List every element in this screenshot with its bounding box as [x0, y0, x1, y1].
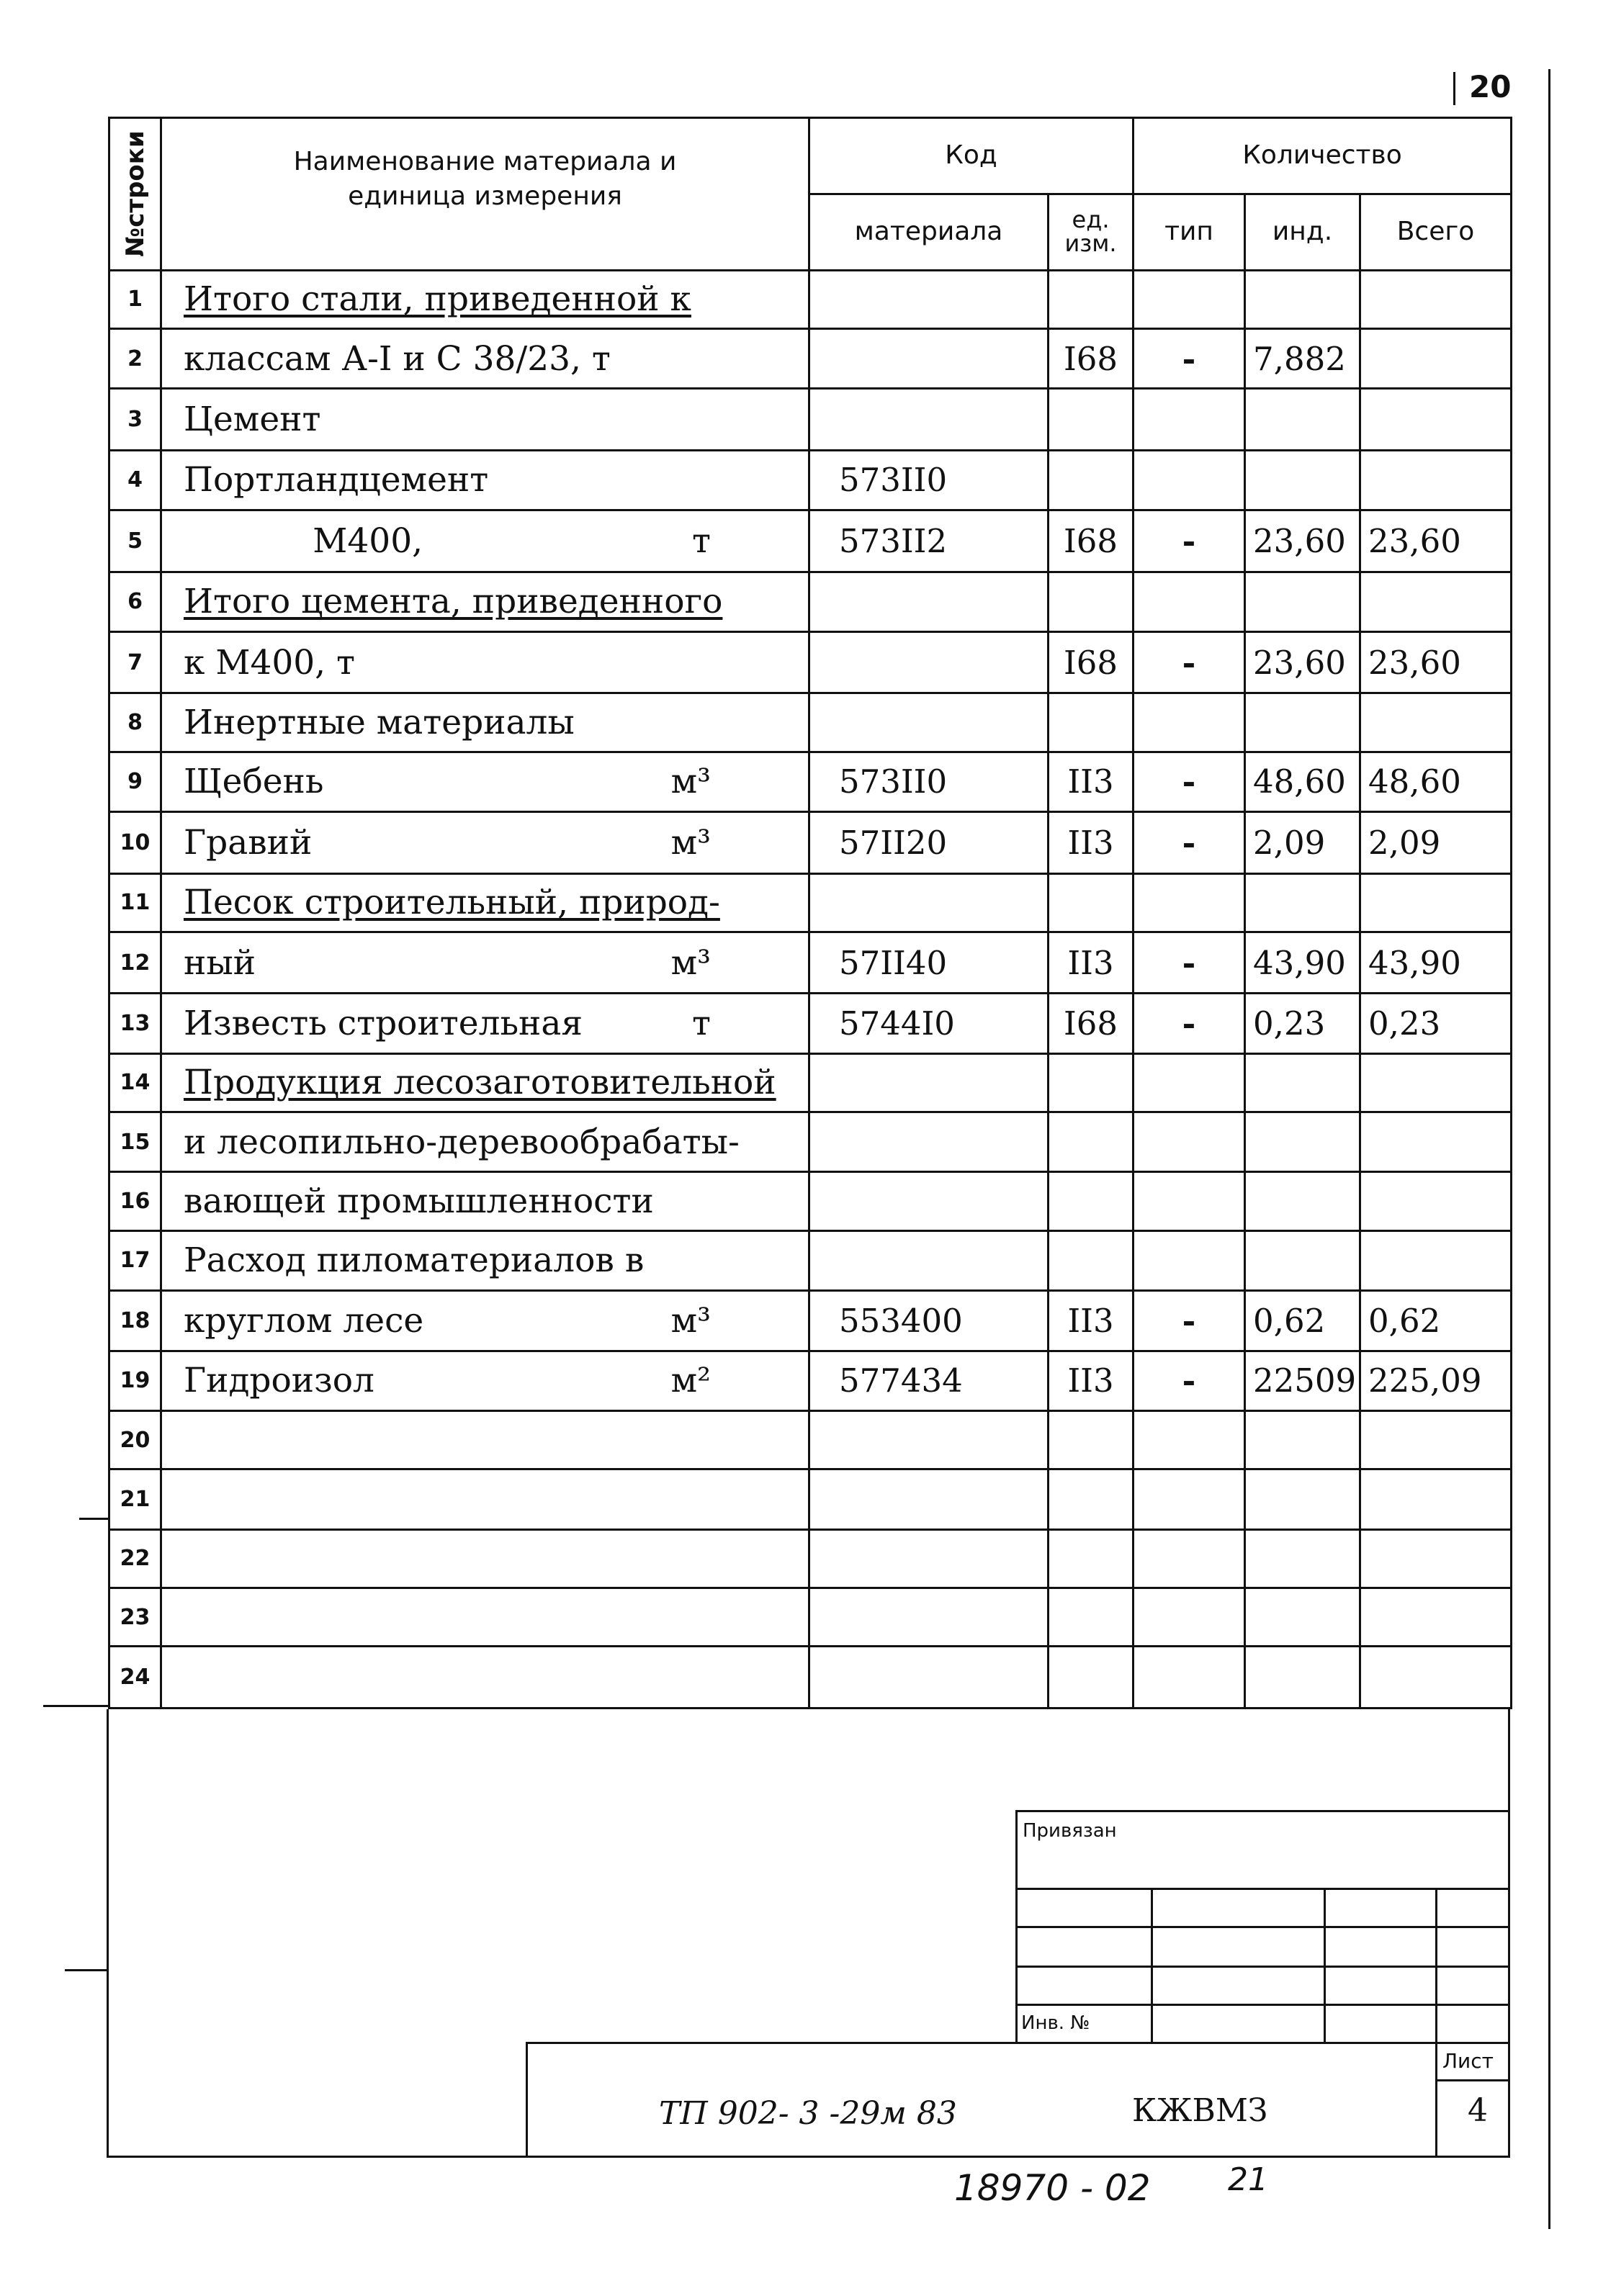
material-name-cell: [161, 270, 809, 328]
qty-ind-cell: [1245, 1529, 1360, 1588]
qty-type-header: тип: [1134, 194, 1245, 270]
qty-type-cell: -: [1134, 812, 1245, 873]
qty-total-cell: [1360, 693, 1512, 752]
code-material-header: материала: [809, 194, 1049, 270]
table-row: [109, 1529, 1512, 1588]
qty-ind-cell: [1245, 1230, 1360, 1290]
name-header: Наименование материала и единица измерения: [161, 118, 809, 271]
rows-label: №строки: [120, 130, 150, 257]
qty-total-cell: 0,23: [1360, 994, 1512, 1053]
table-row: [109, 812, 1512, 873]
table-row: [109, 873, 1512, 932]
unit-code-cell: I68: [1049, 631, 1134, 693]
qty-header: Количество: [1134, 118, 1512, 194]
material-name: М400,: [184, 521, 423, 561]
table-row: [109, 693, 1512, 752]
material-code-cell: [809, 631, 1049, 693]
qty-total-cell: [1360, 1230, 1512, 1290]
row-number-cell: 5: [109, 510, 161, 572]
material-name-cell: [161, 450, 809, 510]
row-number-cell: 6: [109, 572, 161, 631]
material-unit: м³: [670, 822, 711, 863]
unit-code-cell: [1049, 389, 1134, 450]
qty-type-cell: -: [1134, 1351, 1245, 1410]
material-name-cell: [161, 693, 809, 752]
row-number-cell: 13: [109, 994, 161, 1053]
material-unit: м³: [670, 762, 711, 802]
doc-suffix: КЖВМЗ: [1132, 2092, 1268, 2129]
qty-type-cell: -: [1134, 752, 1245, 811]
qty-ind-cell: 48,60: [1245, 752, 1360, 811]
doc-code: ТП 902- 3 -29м 83: [659, 2095, 957, 2132]
qty-total-cell: [1360, 572, 1512, 631]
material-name: круглом лесе: [184, 1300, 424, 1341]
row-number-cell: 16: [109, 1172, 161, 1230]
material-name-cell: [161, 1469, 809, 1529]
material-name: Итого стали, приведенной к: [184, 279, 691, 320]
material-name: Цемент: [184, 399, 321, 439]
unit-code-cell: [1049, 270, 1134, 328]
material-name: к М400, т: [184, 642, 356, 683]
table-row: [109, 1410, 1512, 1469]
table-row: [109, 1172, 1512, 1230]
row-number-cell: 18: [109, 1291, 161, 1351]
table-row: [109, 510, 1512, 572]
qty-total-cell: [1360, 1112, 1512, 1172]
qty-ind-cell: 0,62: [1245, 1291, 1360, 1351]
row-number-cell: 8: [109, 693, 161, 752]
qty-type-cell: [1134, 1529, 1245, 1588]
qty-type-cell: [1134, 1469, 1245, 1529]
unit-code-cell: [1049, 693, 1134, 752]
qty-total-cell: [1360, 873, 1512, 932]
material-code-cell: 573II0: [809, 450, 1049, 510]
material-name: Продукция лесозаготовительной: [184, 1063, 776, 1103]
qty-total-cell: [1360, 389, 1512, 450]
unit-code-cell: II3: [1049, 1351, 1134, 1410]
qty-ind-cell: [1245, 1112, 1360, 1172]
row-number-cell: 7: [109, 631, 161, 693]
qty-type-cell: [1134, 572, 1245, 631]
qty-total-cell: [1360, 1410, 1512, 1469]
material-name: Итого цемента, приведенного: [184, 582, 723, 622]
qty-total-cell: [1360, 1053, 1512, 1112]
material-name: Гидроизол: [184, 1361, 374, 1401]
table-row: [109, 1053, 1512, 1112]
qty-type-cell: [1134, 1647, 1245, 1709]
qty-ind-cell: 23,60: [1245, 631, 1360, 693]
unit-code-cell: [1049, 572, 1134, 631]
qty-ind-cell: 22509: [1245, 1351, 1360, 1410]
unit-code-cell: II3: [1049, 752, 1134, 811]
material-code-cell: [809, 1410, 1049, 1469]
row-number-cell: 2: [109, 328, 161, 388]
qty-type-cell: -: [1134, 994, 1245, 1053]
material-name-cell: [161, 873, 809, 932]
material-name: вающей промышленности: [184, 1181, 654, 1222]
material-name-cell: [161, 1291, 809, 1351]
qty-total-cell: [1360, 270, 1512, 328]
qty-total-cell: [1360, 1529, 1512, 1588]
table-row: [109, 1469, 1512, 1529]
qty-ind-cell: [1245, 1469, 1360, 1529]
qty-ind-cell: 7,882: [1245, 328, 1360, 388]
row-number-cell: 23: [109, 1588, 161, 1647]
row-number-cell: 11: [109, 873, 161, 932]
qty-total-cell: 23,60: [1360, 631, 1512, 693]
unit-code-cell: [1049, 1112, 1134, 1172]
table-row: [109, 994, 1512, 1053]
unit-code-cell: [1049, 1410, 1134, 1469]
material-name: и лесопильно-деревообрабаты-: [184, 1122, 740, 1162]
qty-ind-cell: [1245, 1053, 1360, 1112]
unit-code-cell: [1049, 1529, 1134, 1588]
table-row: [109, 1230, 1512, 1290]
qty-total-cell: [1360, 1469, 1512, 1529]
table-row: [109, 328, 1512, 388]
material-code-cell: [809, 389, 1049, 450]
qty-total-cell: [1360, 1588, 1512, 1647]
inv-label: Инв. №: [1021, 2012, 1090, 2034]
qty-type-cell: [1134, 1053, 1245, 1112]
page-number: 20: [1469, 69, 1512, 104]
qty-type-cell: -: [1134, 328, 1245, 388]
qty-ind-header: инд.: [1245, 194, 1360, 270]
qty-type-cell: [1134, 1410, 1245, 1469]
row-number-cell: 4: [109, 450, 161, 510]
archive-number: 18970 - 02: [954, 2167, 1151, 2209]
material-name-cell: [161, 1647, 809, 1709]
table-row: [109, 752, 1512, 811]
material-unit: м²: [670, 1361, 711, 1401]
material-name: Песок строительный, природ-: [184, 883, 720, 923]
row-number-cell: 14: [109, 1053, 161, 1112]
material-code-cell: [809, 572, 1049, 631]
qty-type-cell: [1134, 1172, 1245, 1230]
material-name-cell: [161, 1351, 809, 1410]
material-name-cell: [161, 510, 809, 572]
unit-code-cell: II3: [1049, 1291, 1134, 1351]
qty-total-cell: 2,09: [1360, 812, 1512, 873]
row-number-cell: 9: [109, 752, 161, 811]
material-unit: т: [691, 521, 711, 561]
row-number-cell: 19: [109, 1351, 161, 1410]
material-name-cell: [161, 1529, 809, 1588]
qty-total-cell: [1360, 328, 1512, 388]
table-row: [109, 1291, 1512, 1351]
qty-type-cell: [1134, 270, 1245, 328]
row-number-cell: 21: [109, 1469, 161, 1529]
material-unit: т: [691, 1003, 711, 1043]
material-code-cell: 573II0: [809, 752, 1049, 811]
qty-type-cell: [1134, 873, 1245, 932]
unit-code-cell: I68: [1049, 994, 1134, 1053]
qty-ind-cell: [1245, 1172, 1360, 1230]
material-name: Портландцемент: [184, 460, 489, 500]
qty-ind-cell: [1245, 389, 1360, 450]
material-code-cell: 57II40: [809, 932, 1049, 993]
qty-ind-cell: [1245, 1588, 1360, 1647]
material-name-cell: [161, 1410, 809, 1469]
material-code-cell: [809, 1529, 1049, 1588]
qty-type-cell: -: [1134, 510, 1245, 572]
material-name: Щебень: [184, 762, 324, 802]
qty-type-cell: [1134, 1112, 1245, 1172]
unit-code-cell: [1049, 1469, 1134, 1529]
material-name-cell: [161, 812, 809, 873]
unit-code-cell: [1049, 1647, 1134, 1709]
sheet-label: Лист: [1442, 2049, 1494, 2073]
unit-code-cell: I68: [1049, 510, 1134, 572]
material-name: ный: [184, 942, 256, 983]
material-name-cell: [161, 572, 809, 631]
qty-total-cell: [1360, 1172, 1512, 1230]
code-unit-header: ед. изм.: [1049, 194, 1134, 270]
row-number-cell: 15: [109, 1112, 161, 1172]
material-code-cell: [809, 1647, 1049, 1709]
row-number-cell: 10: [109, 812, 161, 873]
qty-total-cell: [1360, 1647, 1512, 1709]
footer-number: 21: [1228, 2161, 1268, 2198]
rows-label-cell: [109, 118, 161, 271]
material-name: Расход пиломатериалов в: [184, 1241, 645, 1281]
material-name-cell: [161, 389, 809, 450]
qty-ind-cell: 0,23: [1245, 994, 1360, 1053]
material-name-cell: [161, 1588, 809, 1647]
table-row: [109, 1588, 1512, 1647]
row-number-cell: 17: [109, 1230, 161, 1290]
qty-total-header: Всего: [1360, 194, 1512, 270]
materials-table: [108, 117, 1512, 1709]
table-row: [109, 932, 1512, 993]
material-code-cell: [809, 1588, 1049, 1647]
material-code-cell: 5744I0: [809, 994, 1049, 1053]
material-name-cell: [161, 932, 809, 993]
material-code-cell: [809, 1469, 1049, 1529]
material-name-cell: [161, 1230, 809, 1290]
qty-ind-cell: [1245, 873, 1360, 932]
qty-type-cell: -: [1134, 1291, 1245, 1351]
row-number-cell: 22: [109, 1529, 161, 1588]
material-name: классам А-I и С 38/23, т: [184, 338, 611, 379]
row-number-cell: 24: [109, 1647, 161, 1709]
table-row: [109, 270, 1512, 328]
table-row: [109, 1112, 1512, 1172]
qty-total-cell: 0,62: [1360, 1291, 1512, 1351]
qty-total-cell: [1360, 450, 1512, 510]
qty-type-cell: [1134, 450, 1245, 510]
bound-label: Привязан: [1023, 1820, 1117, 1842]
material-code-cell: [809, 1172, 1049, 1230]
unit-code-cell: [1049, 1053, 1134, 1112]
table-row: [109, 389, 1512, 450]
qty-total-cell: 48,60: [1360, 752, 1512, 811]
row-number-cell: 20: [109, 1410, 161, 1469]
table-row: [109, 1647, 1512, 1709]
unit-code-cell: II3: [1049, 812, 1134, 873]
material-name-cell: [161, 994, 809, 1053]
unit-code-cell: [1049, 1172, 1134, 1230]
qty-type-cell: [1134, 389, 1245, 450]
material-unit: м³: [670, 942, 711, 983]
material-code-cell: [809, 328, 1049, 388]
row-number-cell: 12: [109, 932, 161, 993]
material-code-cell: [809, 270, 1049, 328]
qty-ind-cell: [1245, 450, 1360, 510]
material-name: Известь строительная: [184, 1003, 583, 1043]
qty-ind-cell: 2,09: [1245, 812, 1360, 873]
material-name-cell: [161, 1112, 809, 1172]
material-code-cell: 573II2: [809, 510, 1049, 572]
material-name-cell: [161, 752, 809, 811]
row-number-cell: 3: [109, 389, 161, 450]
unit-code-cell: [1049, 1230, 1134, 1290]
material-unit: м³: [670, 1300, 711, 1341]
qty-total-cell: 43,90: [1360, 932, 1512, 993]
table-row: [109, 631, 1512, 693]
material-name-cell: [161, 631, 809, 693]
material-name: Инертные материалы: [184, 703, 575, 742]
qty-ind-cell: [1245, 1647, 1360, 1709]
qty-total-cell: 225,09: [1360, 1351, 1512, 1410]
sheet-number: 4: [1468, 2092, 1488, 2129]
material-name-cell: [161, 1172, 809, 1230]
material-name-cell: [161, 328, 809, 388]
unit-code-cell: [1049, 873, 1134, 932]
unit-code-cell: [1049, 450, 1134, 510]
unit-code-cell: II3: [1049, 932, 1134, 993]
material-code-cell: [809, 1112, 1049, 1172]
material-code-cell: 577434: [809, 1351, 1049, 1410]
unit-code-cell: [1049, 1588, 1134, 1647]
qty-type-cell: -: [1134, 932, 1245, 993]
code-header: Код: [809, 118, 1134, 194]
qty-type-cell: [1134, 1230, 1245, 1290]
qty-ind-cell: 43,90: [1245, 932, 1360, 993]
table-row: [109, 1351, 1512, 1410]
material-code-cell: [809, 693, 1049, 752]
qty-ind-cell: [1245, 1410, 1360, 1469]
qty-type-cell: -: [1134, 631, 1245, 693]
material-name: Гравий: [184, 822, 313, 863]
qty-ind-cell: 23,60: [1245, 510, 1360, 572]
unit-code-cell: I68: [1049, 328, 1134, 388]
material-name-cell: [161, 1053, 809, 1112]
qty-type-cell: [1134, 1588, 1245, 1647]
table-row: [109, 572, 1512, 631]
table-row: [109, 450, 1512, 510]
material-code-cell: [809, 873, 1049, 932]
material-code-cell: [809, 1053, 1049, 1112]
material-code-cell: 553400: [809, 1291, 1049, 1351]
qty-type-cell: [1134, 693, 1245, 752]
material-code-cell: 57II20: [809, 812, 1049, 873]
qty-ind-cell: [1245, 270, 1360, 328]
qty-ind-cell: [1245, 693, 1360, 752]
material-code-cell: [809, 1230, 1049, 1290]
qty-ind-cell: [1245, 572, 1360, 631]
qty-total-cell: 23,60: [1360, 510, 1512, 572]
row-number-cell: 1: [109, 270, 161, 328]
